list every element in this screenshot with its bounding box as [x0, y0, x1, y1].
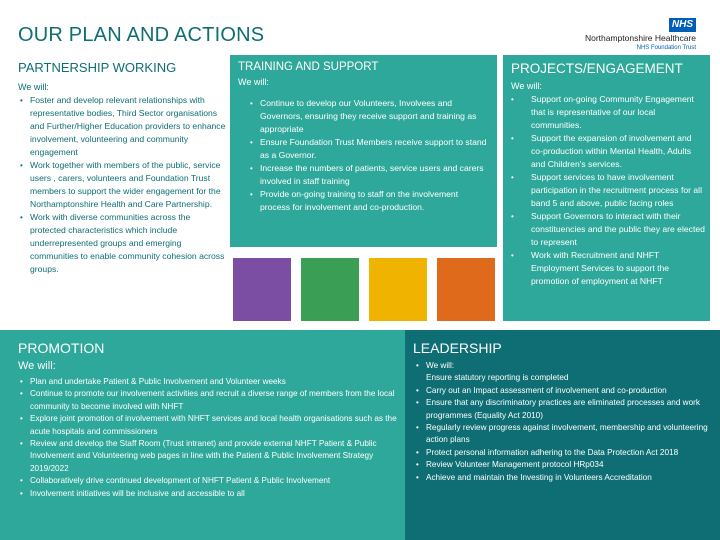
list-item: • Continue to develop our Volunteers, Involvees and Governors, ensuring they receive support and training as appropriate: [260, 97, 488, 136]
list-item: • Support the expansion of involvement and co-production within Mental Health, Adults and Children's services.: [531, 132, 705, 171]
list-item: • Involvement initiatives will be inclusive and accessible to all: [30, 488, 398, 500]
page-title: OUR PLAN AND ACTIONS: [18, 24, 265, 46]
promotion-panel: [0, 330, 405, 540]
promotion-title: PROMOTION: [18, 340, 105, 356]
green-swatch: [301, 258, 359, 321]
leadership-panel: [405, 330, 720, 540]
list-item: • Plan and undertake Patient & Public Involvement and Volunteer weeks: [30, 376, 398, 388]
leadership-title: LEADERSHIP: [413, 340, 502, 356]
partnership-title: PARTNERSHIP WORKING: [18, 60, 177, 75]
nhs-badge: NHS: [669, 18, 696, 32]
training-list: [260, 97, 488, 214]
list-item: • Protect personal information adhering to the Data Protection Act 2018: [426, 447, 714, 459]
projects-panel: [503, 55, 710, 321]
orange-swatch: [437, 258, 495, 321]
list-item: • Work together with members of the public, service users , carers, volunteers and Foundation Trust members to support the wider engagement for the Northamptonshire Health and Care Partnership.: [30, 159, 226, 211]
list-item: • Support on-going Community Engagement that is representative of our local communities.: [531, 93, 705, 132]
training-title: TRAINING AND SUPPORT: [238, 61, 379, 73]
list-item: • Regularly review progress against involvement, membership and volunteering action plans: [426, 422, 714, 447]
leadership-list: [426, 360, 714, 484]
promotion-list: [30, 376, 398, 500]
list-item: • Review Volunteer Management protocol HRp034: [426, 459, 714, 471]
list-item: • Foster and develop relevant relationships with representative bodies, Third Sector organisations and Further/Higher Education providers to enhance involvement, volunteering and community engagement: [30, 94, 226, 159]
list-item: • Support services to have involvement participation in the recruitment process for all band 5 and above, public facing roles: [531, 171, 705, 210]
list-item: • Work with Recruitment and NHFT Employment Services to support the promotion of employment at NHFT: [531, 249, 705, 288]
projects-lead: We will:: [511, 81, 542, 91]
organisation-subtitle: NHS Foundation Trust: [636, 45, 696, 51]
list-item: • Continue to promote our involvement activities and recruit a diverse range of members from the local community to become involved with NHFT: [30, 388, 398, 413]
projects-title: PROJECTS/ENGAGEMENT: [511, 61, 683, 76]
purple-swatch: [233, 258, 291, 321]
list-item: • Carry out an Impact assessment of involvement and co-production: [426, 385, 714, 397]
list-item: • Provide on-going training to staff on the involvement process for involvement and co-production.: [260, 188, 488, 214]
list-item: Ensure statutory reporting is completed: [426, 373, 569, 383]
yellow-swatch: [369, 258, 427, 321]
list-item: • Collaboratively drive continued development of NHFT Patient & Public Involvement: [30, 475, 398, 487]
promotion-lead: We will:: [18, 360, 56, 372]
list-item: • Review and develop the Staff Room (Trust intranet) and provide external NHFT Patient & Public Involvement and Volunteering web pages in line with the Patient & Public Involvement Strategy 2019/2022: [30, 438, 398, 475]
list-item: • Ensure Foundation Trust Members receive support to stand as a Governor.: [260, 136, 488, 162]
list-item: • Explore joint promotion of involvement with NHFT services and local health organisations such as the acute hospitals and commissioners: [30, 413, 398, 438]
list-item: • Increase the numbers of patients, service users and carers involved in staff training: [260, 162, 488, 188]
partnership-panel: [18, 60, 226, 320]
organisation-name: Northamptonshire Healthcare: [584, 33, 696, 43]
partnership-list: [30, 94, 226, 276]
list-item: • Ensure that any discriminatory practices are eliminated processes and work programmes (Equality Act 2010): [426, 397, 714, 422]
training-lead: We will:: [238, 77, 269, 87]
list-item: • Support Governors to interact with their constituencies and the public they are elected to represent: [531, 210, 705, 249]
list-item: • Achieve and maintain the Investing in Volunteers Accreditation: [426, 472, 714, 484]
training-panel: [230, 55, 497, 247]
partnership-lead: We will:: [18, 82, 49, 92]
leadership-lead: • We will:: [426, 360, 714, 372]
nhs-logo: [546, 14, 696, 50]
list-item: • Work with diverse communities across the protected characteristics which include underrepresented groups and emerging communities to enable community cohesion across groups.: [30, 211, 226, 276]
projects-list: [531, 93, 705, 288]
